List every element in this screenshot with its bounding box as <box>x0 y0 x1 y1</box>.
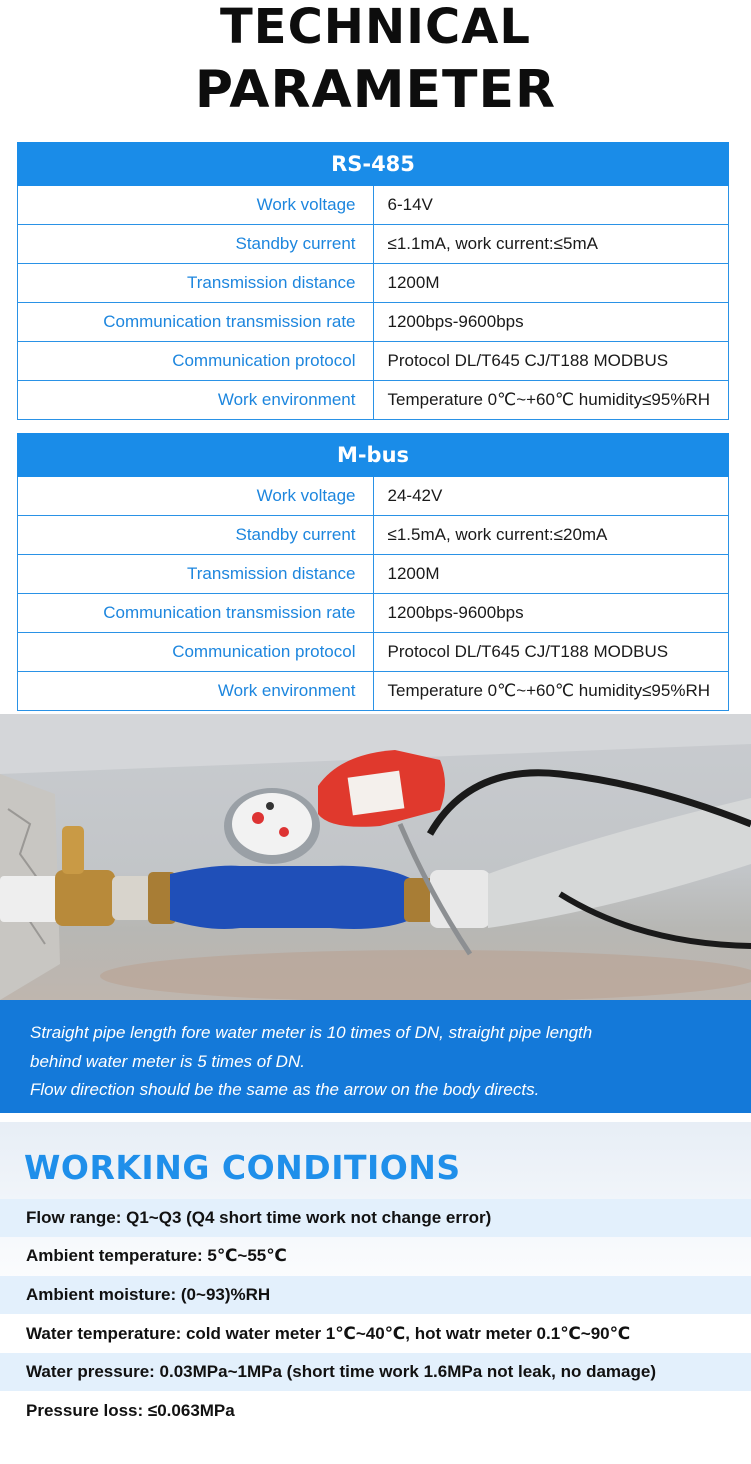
condition-row: Pressure loss: ≤0.063MPa <box>26 1401 235 1420</box>
meter-cap-label <box>348 771 405 816</box>
spec-value: Protocol DL/T645 CJ/T188 MODBUS <box>373 633 729 672</box>
notice-line: Flow direction should be the same as the arrow on the body directs. <box>30 1080 540 1099</box>
table-row <box>18 594 729 633</box>
table-header: M-bus <box>18 434 729 477</box>
spec-label: Standby current <box>18 225 374 264</box>
table-row <box>18 555 729 594</box>
condition-row: Ambient temperature: 5℃~55℃ <box>26 1246 287 1265</box>
spec-value: ≤1.1mA, work current:≤5mA <box>373 225 729 264</box>
water-meter-illustration <box>0 714 751 1000</box>
spec-value: 1200M <box>373 555 729 594</box>
spec-value: 1200bps-9600bps <box>373 303 729 342</box>
condition-row: Flow range: Q1~Q3 (Q4 short time work not change error) <box>0 1199 751 1237</box>
page-title-line-2: PARAMETER <box>194 60 557 120</box>
valve-handle <box>62 826 84 874</box>
spec-label: Communication transmission rate <box>18 594 374 633</box>
meter-dial-pointer <box>266 802 274 810</box>
table-row <box>18 477 729 516</box>
section-title: WORKING CONDITIONS <box>24 1148 461 1187</box>
installed-water-meter-photo <box>0 714 751 1000</box>
spec-label: Work environment <box>18 672 374 711</box>
spec-value: 1200M <box>373 264 729 303</box>
spec-label: Work voltage <box>18 477 374 516</box>
condition-row: Water temperature: cold water meter 1℃~40℃, hot watr meter 0.1℃~90℃ <box>26 1324 631 1343</box>
condition-row: Ambient moisture: (0~93)%RH <box>0 1276 751 1314</box>
valve-body <box>55 870 115 926</box>
spec-label: Transmission distance <box>18 555 374 594</box>
spec-value: 24-42V <box>373 477 729 516</box>
meter-dial <box>232 793 312 855</box>
page-title-line-1: TECHNICAL <box>220 0 531 55</box>
floor-debris <box>100 950 751 1000</box>
spec-label: Communication transmission rate <box>18 303 374 342</box>
working-conditions-section <box>0 1122 751 1434</box>
table-row <box>18 225 729 264</box>
spec-label: Transmission distance <box>18 264 374 303</box>
table-row <box>18 633 729 672</box>
installation-notice <box>0 1000 751 1113</box>
mbus-spec-table <box>17 433 729 711</box>
spec-label: Communication protocol <box>18 342 374 381</box>
meter-dial-pointer <box>252 812 264 824</box>
meter-dial-pointer <box>279 827 289 837</box>
table-row <box>18 516 729 555</box>
spec-value: 6-14V <box>373 186 729 225</box>
pipe-shape <box>488 798 751 928</box>
meter-body <box>170 866 410 929</box>
table-row <box>18 381 729 420</box>
spec-value: 1200bps-9600bps <box>373 594 729 633</box>
table-row <box>18 672 729 711</box>
table-row <box>18 303 729 342</box>
spec-value: Protocol DL/T645 CJ/T188 MODBUS <box>373 342 729 381</box>
spec-value: Temperature 0℃~+60℃ humidity≤95%RH <box>373 381 729 420</box>
table-header: RS-485 <box>18 143 729 186</box>
table-header-row <box>18 143 729 186</box>
notice-line: Straight pipe length fore water meter is 10 times of DN, straight pipe length <box>30 1023 593 1042</box>
table-row <box>18 186 729 225</box>
pipe-shape <box>112 876 152 920</box>
condition-row: Water pressure: 0.03MPa~1MPa (short time work 1.6MPa not leak, no damage) <box>0 1353 751 1391</box>
spec-label: Work voltage <box>18 186 374 225</box>
spec-value: Temperature 0℃~+60℃ humidity≤95%RH <box>373 672 729 711</box>
table-header-row <box>18 434 729 477</box>
table-row <box>18 342 729 381</box>
table-row <box>18 264 729 303</box>
notice-line: behind water meter is 5 times of DN. <box>30 1051 305 1071</box>
spec-label: Standby current <box>18 516 374 555</box>
spec-label: Communication protocol <box>18 633 374 672</box>
spec-value: ≤1.5mA, work current:≤20mA <box>373 516 729 555</box>
spec-label: Work environment <box>18 381 374 420</box>
rs485-spec-table <box>17 142 729 420</box>
